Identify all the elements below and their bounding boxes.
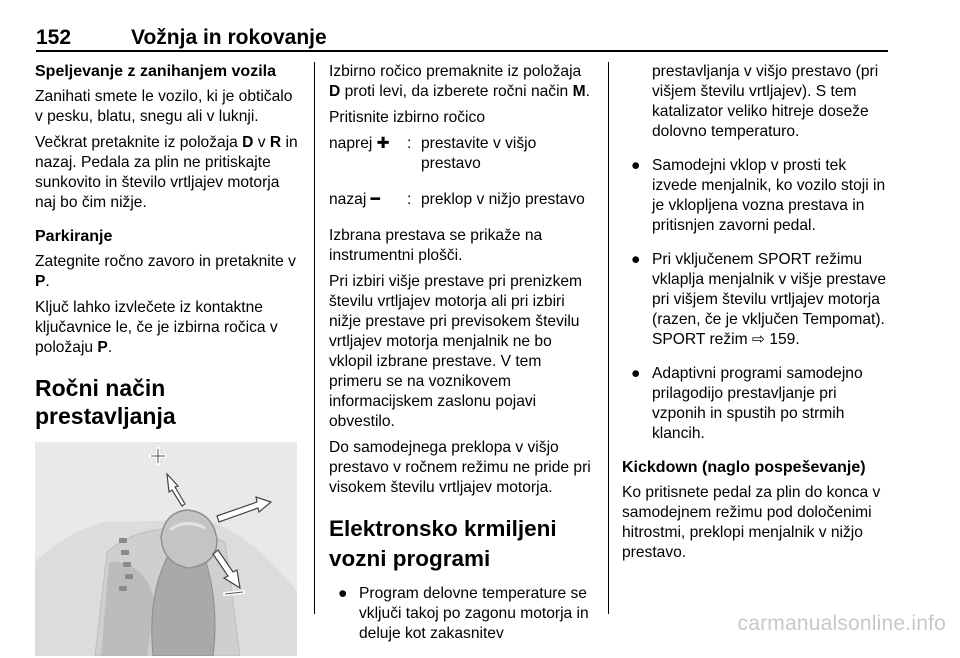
list-item-text: Pri vključenem SPORT režimu vklaplja menjalnik v višje prestave pri višjem številu vrtljajev motorja (razen, če je vključen Tempomat). SPORT režim ⇨ 159. [652,251,887,348]
text: Ključ lahko izvlečete iz kontaktne ključavnice le, če je izbirna ročica v položaju [35,299,278,356]
gear-d: D [329,83,341,100]
text: . [107,339,113,356]
bullet-list [622,156,892,444]
text: Zategnite ročno zavoro in pretaknite v [35,253,296,270]
definition-row-nazaj [329,190,595,210]
definition-row-naprej [329,134,595,174]
gear-d: D [242,134,254,151]
column-divider [314,62,315,614]
paragraph [329,62,595,102]
bullet-list [329,584,595,644]
definition-term: naprej ✚ [329,135,390,152]
paragraph [35,298,300,358]
gear-r: R [269,134,282,151]
list-item-text: Adaptivni programi samodejno prilagodijo prestavljanje pri vzponih in spustih po strmih klancih. [652,365,863,442]
gear-p: P [35,273,46,290]
definition-separator: : [407,135,412,152]
page-number: 152 [36,26,72,49]
definition-separator: : [407,191,412,208]
paragraph: Zanihati smete le vozilo, ki je obtičalo v pesku, blatu, snegu ali v luknji. [35,88,293,125]
list-item-continuation: prestavljanja v višjo prestavo (pri višjem številu vrtljajev). S tem katalizator veliko hitreje doseže dolovno temperaturo. [652,63,879,140]
gear-lever-illustration [35,442,297,656]
list-item [622,364,892,444]
gear-p: P [97,339,108,356]
heading-rocni-nacin: Ročni način prestavljanja [35,375,176,429]
bullet-icon: ● [631,251,641,268]
list-item [329,584,595,644]
definition-description: preklop v nižjo prestavo [421,191,585,208]
definition-term: nazaj ━ [329,191,380,208]
bullet-icon: ● [338,585,348,602]
heading-kickdown: Kickdown (naglo pospeševanje) [622,459,866,476]
paragraph: Do samodejnega preklopa v višjo prestavo v ročnem režimu ne pride pri visokem številu vrtljajev motorja. [329,439,591,496]
paragraph [35,252,300,292]
gear-m: M [572,83,586,100]
paragraph: Pritisnite izbirno ročico [329,109,485,126]
watermark-url: carmanualsonline.info [737,612,946,635]
heading-elektronsko: Elektronsko krmiljeni vozni programi [329,516,557,571]
paragraph: Izbrana prestava se prikaže na instrumentni plošči. [329,227,543,264]
paragraph: Ko pritisnete pedal za plin do konca v samodejnem režimu pod določenimi hitrostmi, preklopi menjalnik v nižjo prestavo. [622,484,881,561]
list-item-text: Samodejni vklop v prosti tek izvede menjalnik, ko vozilo stoji in je vklopljena vozna prestava in pritisnjen zavorni pedal. [652,157,886,234]
paragraph: Pri izbiri višje prestave pri prenizkem številu vrtljajev motorja ali pri izbiri nižje prestave pri previsokem številu vrtljajev motorja menjalnik ne bo vklopil izbrane prestave. V tem primeru se na voznikovem informacijskem zaslonu pojavi obvestilo. [329,273,583,430]
text: . [585,83,590,100]
shift-definition-list [329,134,595,210]
text: v [253,134,270,151]
bullet-icon: ● [631,157,641,174]
page-header [36,26,888,52]
column-2 [329,62,595,658]
definition-description: prestavite v višjo prestavo [421,135,537,172]
text: proti levi, da izberete ročni način [340,83,573,100]
heading-speljevanje: Speljevanje z zanihanjem vozila [35,63,276,80]
heading-parkiranje: Parkiranje [35,228,113,245]
list-item [622,250,892,350]
column-1 [35,62,300,656]
paragraph [35,133,300,213]
text: Izbirno ročico premaknite iz položaja [329,63,582,80]
column-divider [608,62,609,614]
list-item [622,156,892,236]
text: . [45,273,50,290]
chapter-title: Vožnja in rokovanje [131,26,327,49]
column-3 [622,62,892,569]
bullet-icon: ● [631,365,641,382]
text: Večkrat pretaknite iz položaja [35,134,243,151]
list-item-text: Program delovne temperature se vključi takoj po zagonu motorja in deluje kot zakasnitev [359,585,589,642]
header-rule [36,50,888,52]
text: in nazaj. Pedala za plin ne pritiskajte sunkovito in število vrtljajev motorja naj bo čim nižje. [35,134,298,211]
